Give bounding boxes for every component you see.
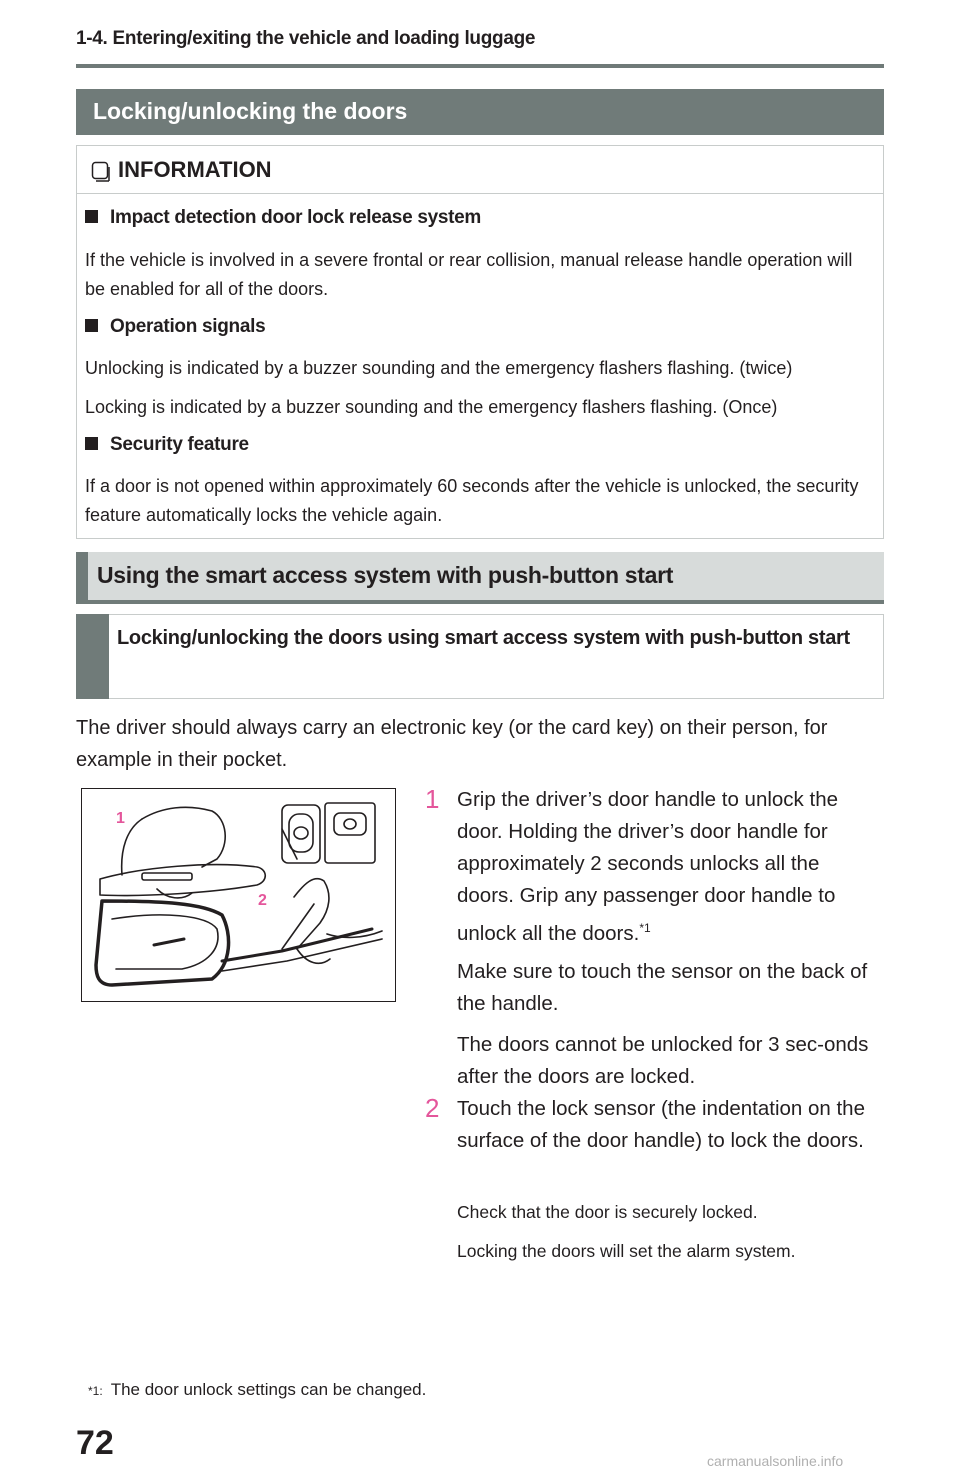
information-label: INFORMATION <box>118 157 272 182</box>
step-note: Make sure to touch the sensor on the back of the handle. <box>457 960 868 1015</box>
info-heading-text: Security feature <box>110 434 249 455</box>
watermark: carmanualsonline.info <box>707 1453 844 1469</box>
square-bullet-icon <box>85 437 98 450</box>
square-bullet-icon <box>85 210 98 223</box>
footnote <box>88 1380 426 1400</box>
door-handle-drawing <box>82 789 395 1001</box>
info-paragraph: If the vehicle is involved in a severe frontal or rear collision, manual release handle operation will be enabled for all of the doors. <box>85 250 853 299</box>
callout-1: 1 <box>116 810 125 827</box>
intro-paragraph: The driver should always carry an electronic key (or the card key) on their person, for example in their pocket. <box>76 717 828 771</box>
info-paragraph: Unlocking is indicated by a buzzer sounding and the emergency flashers flashing. (twice) <box>85 358 793 378</box>
info-heading-operation-signals <box>85 316 265 338</box>
door-handle-illustration <box>81 788 396 1002</box>
step-2-text: Touch the lock sensor (the indentation on the surface of the door handle) to lock the doors. <box>457 1097 865 1152</box>
breadcrumb: 1-4. Entering/exiting the vehicle and loading luggage <box>76 28 536 49</box>
info-heading-impact <box>85 207 481 229</box>
footnote-text: The door unlock settings can be changed. <box>110 1380 427 1399</box>
info-heading-security-feature <box>85 434 249 456</box>
book-icon <box>91 161 111 183</box>
info-heading-text: Operation signals <box>110 316 266 337</box>
step-1-body: Grip the driver’s door handle to unlock the door. Holding the driver’s door handle for approximately 2 seconds unlocks all the doors. Grip any passenger door handle to unlock all the doors. <box>457 788 838 945</box>
info-heading-text: Impact detection door lock release system <box>110 207 482 228</box>
footnote-mark: *1: <box>88 1384 103 1398</box>
subsection-title: Using the smart access system with push-button start <box>97 562 674 588</box>
information-divider <box>77 193 883 194</box>
square-bullet-icon <box>85 319 98 332</box>
step-number: 2 <box>425 1093 440 1123</box>
step-note: Locking the doors will set the alarm system. <box>457 1241 796 1261</box>
subsection-header-accent <box>76 552 88 600</box>
subsection-header-rule <box>76 600 884 604</box>
page-number: 72 <box>76 1424 114 1462</box>
subsubsection-title: Locking/unlocking the doors using smart access system with push-button start <box>117 627 850 649</box>
subsubsection-accent <box>76 614 109 699</box>
info-paragraph: If a door is not opened within approximately 60 seconds after the vehicle is unlocked, the security feature automatically locks the vehicle again. <box>85 476 859 525</box>
step-number: 1 <box>425 784 440 814</box>
section-title: Locking/unlocking the doors <box>93 98 408 124</box>
header-rule <box>76 64 884 68</box>
step-1-text <box>457 784 882 950</box>
step-note: Check that the door is securely locked. <box>457 1202 758 1222</box>
info-paragraph: Locking is indicated by a buzzer sounding and the emergency flashers flashing. (Once) <box>85 397 778 417</box>
footnote-ref: *1 <box>639 921 651 935</box>
step-note: The doors cannot be unlocked for 3 sec-onds after the doors are locked. <box>457 1033 869 1088</box>
callout-2: 2 <box>258 892 267 909</box>
